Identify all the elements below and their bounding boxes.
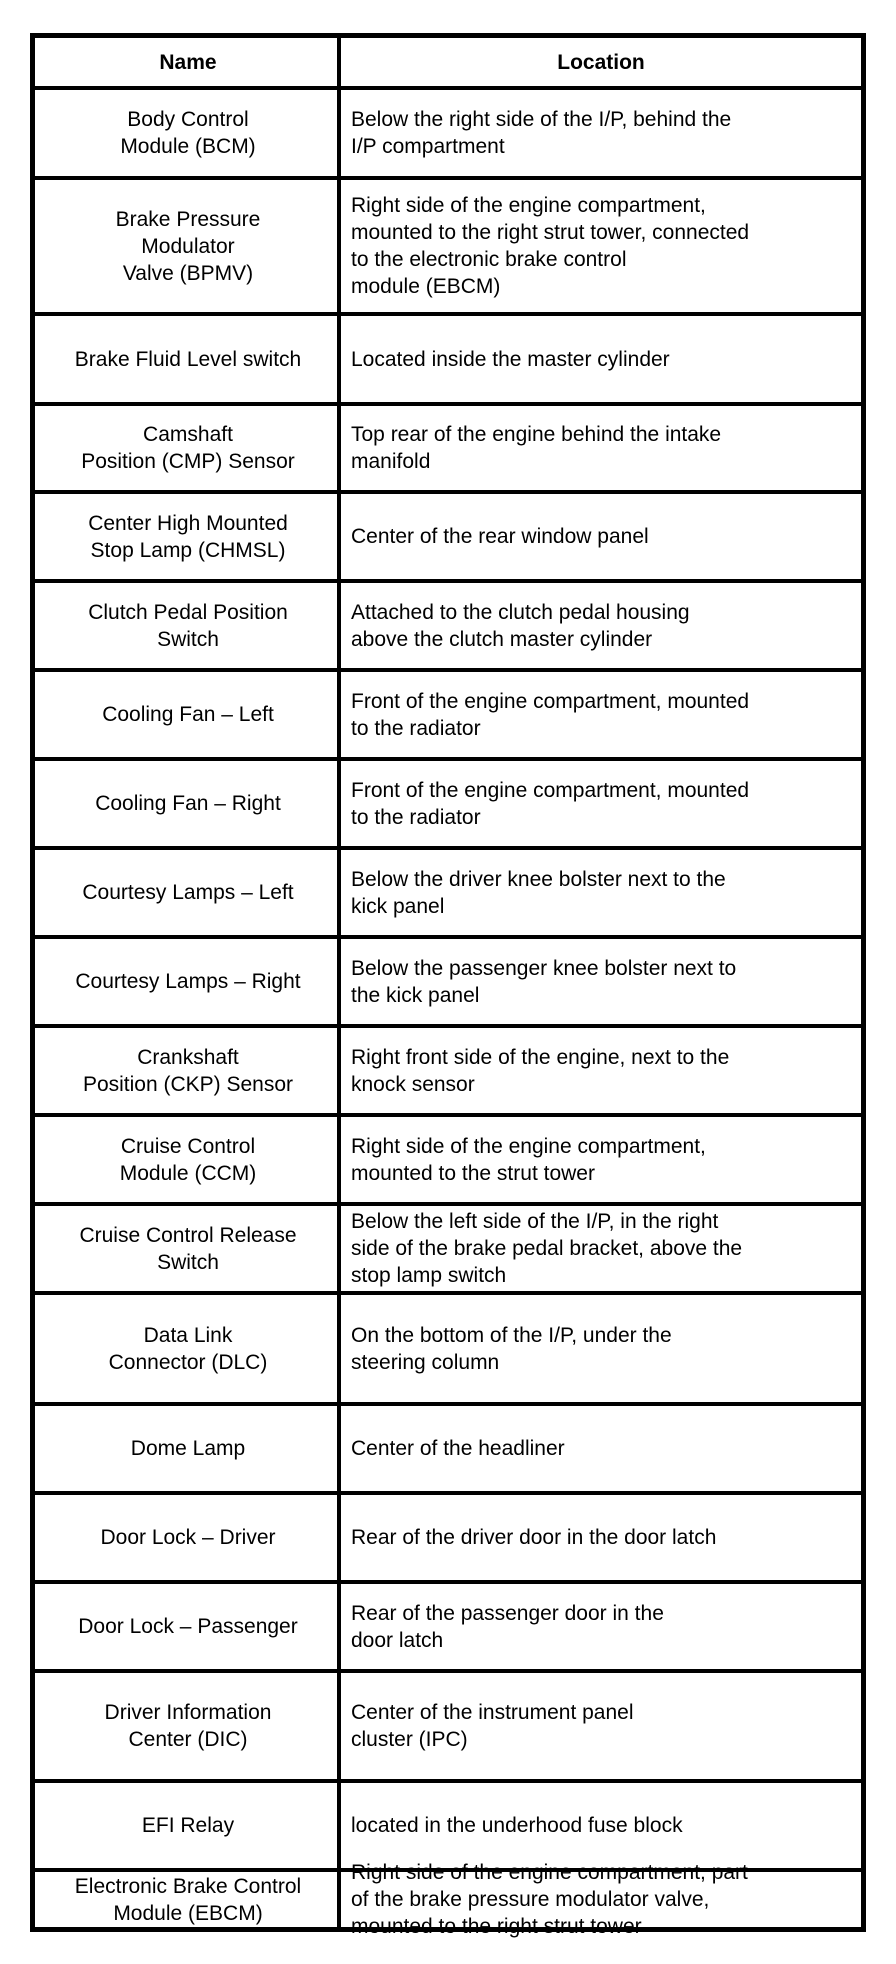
table-row — [35, 846, 861, 935]
component-name-cell: EFI Relay — [141, 1814, 235, 1837]
component-name-cell: Cooling Fan – Left — [102, 703, 274, 726]
component-location-cell: Below the driver knee bolster next to the kick panel — [351, 867, 726, 918]
component-location-cell: Below the right side of the I/P, behind the I/P compartment — [351, 108, 732, 158]
table-row — [35, 1202, 861, 1291]
component-name-cell: Camshaft Position (CMP) Sensor — [81, 423, 295, 473]
table-row — [35, 312, 861, 402]
component-location-cell: Below the left side of the I/P, in the right side of the brake pedal bracket, above the stop lamp switch — [351, 1210, 743, 1287]
component-name-cell: Driver Information Center (DIC) — [104, 1701, 272, 1751]
component-location-cell: Top rear of the engine behind the intake manifold — [351, 423, 722, 473]
component-name-cell: Body Control Module (BCM) — [120, 108, 256, 158]
component-name-cell: Clutch Pedal Position Switch — [88, 600, 288, 651]
component-location-cell: Center of the rear window panel — [351, 525, 649, 548]
component-location-cell: Rear of the passenger door in the door latch — [351, 1601, 664, 1652]
location-column-header: Location — [557, 50, 645, 74]
component-name-cell: Brake Pressure Modulator Valve (BPMV) — [115, 207, 261, 285]
table-row — [35, 176, 861, 312]
component-name-cell: Courtesy Lamps – Left — [82, 881, 294, 904]
table-row — [35, 86, 861, 176]
table-row — [35, 402, 861, 490]
component-location-cell: Front of the engine compartment, mounted to the radiator — [351, 778, 750, 829]
table-row — [35, 1861, 861, 1938]
table-row — [35, 1580, 861, 1669]
table-row — [35, 1291, 861, 1402]
component-name-cell: Crankshaft Position (CKP) Sensor — [82, 1045, 294, 1096]
component-location-cell: Right side of the engine compartment, mounted to the strut tower — [351, 1134, 706, 1185]
table-row — [35, 935, 861, 1024]
component-location-cell: Located inside the master cylinder — [351, 347, 670, 371]
component-location-cell: Rear of the driver door in the door latch — [351, 1526, 717, 1549]
table-row — [35, 1669, 861, 1779]
table-row — [35, 579, 861, 668]
component-name-cell: Brake Fluid Level switch — [74, 347, 302, 371]
table-row — [35, 490, 861, 579]
component-name-cell: Cruise Control Release Switch — [79, 1223, 297, 1274]
table-row — [35, 1402, 861, 1491]
table-header-row — [35, 38, 861, 86]
component-name-cell: Data Link Connector (DLC) — [108, 1323, 268, 1374]
component-name-cell: Electronic Brake Control Module (EBCM) — [74, 1874, 302, 1925]
component-location-cell: Below the passenger knee bolster next to the kick panel — [351, 956, 737, 1007]
component-name-cell: Cruise Control Module (CCM) — [119, 1134, 257, 1185]
table-row — [35, 1491, 861, 1580]
table-row — [35, 757, 861, 846]
component-name-cell: Courtesy Lamps – Right — [75, 970, 301, 993]
table-row — [35, 1024, 861, 1113]
component-location-cell: Front of the engine compartment, mounted to the radiator — [351, 689, 750, 740]
table-row — [35, 668, 861, 757]
component-location-cell: Attached to the clutch pedal housing above the clutch master cylinder — [351, 600, 690, 651]
component-location-cell: Center of the headliner — [351, 1437, 565, 1460]
component-location-table — [30, 33, 866, 1938]
component-location-cell: located in the underhood fuse block — [351, 1814, 683, 1837]
component-location-cell: Right front side of the engine, next to the knock sensor — [351, 1045, 730, 1096]
component-name-cell: Center High Mounted Stop Lamp (CHMSL) — [88, 511, 288, 562]
component-name-cell: Dome Lamp — [130, 1437, 246, 1460]
component-name-cell: Door Lock – Driver — [100, 1526, 276, 1549]
component-location-cell: Right side of the engine compartment, mounted to the right strut tower, connected to the electronic brake control module (EBCM) — [351, 194, 750, 298]
name-column-header: Name — [159, 50, 217, 74]
component-location-cell: Right side of the engine compartment, part of the brake pressure modulator valve, mounted to the right strut tower — [351, 1861, 748, 1938]
component-location-cell: On the bottom of the I/P, under the steering column — [351, 1323, 672, 1374]
component-name-cell: Cooling Fan – Right — [95, 792, 281, 815]
table-row — [35, 1779, 861, 1868]
component-location-cell: Center of the instrument panel cluster (IPC) — [351, 1701, 634, 1751]
table-row — [35, 1113, 861, 1202]
component-name-cell: Door Lock – Passenger — [78, 1615, 298, 1638]
